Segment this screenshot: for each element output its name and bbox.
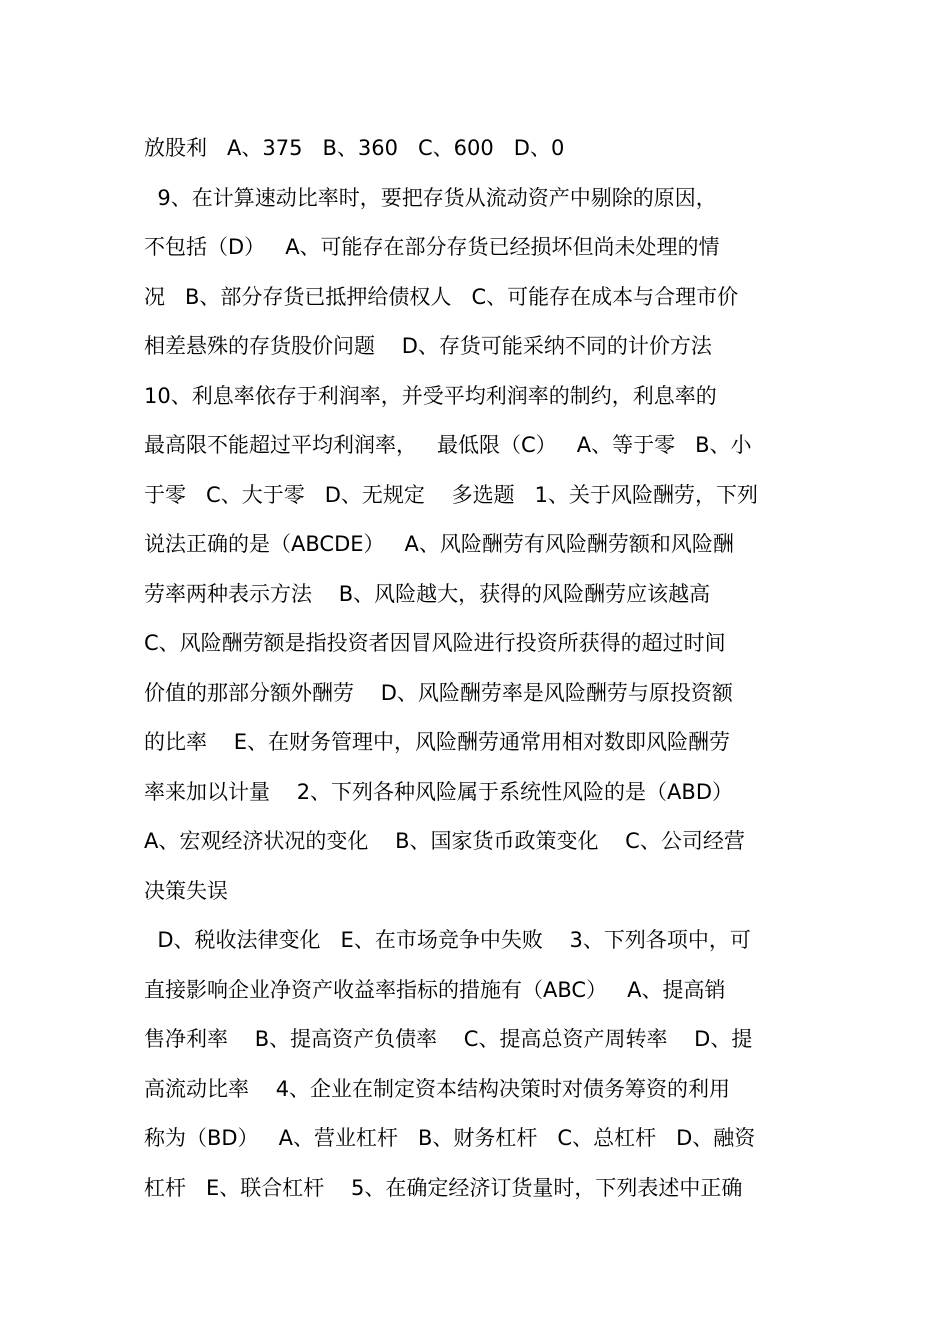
text-line: 直接影响企业净资产收益率指标的措施有（ABC） A、提高销: [144, 977, 726, 1002]
text-line: 杠杆 E、联合杠杆 5、在确定经济订货量时，下列表述中正确: [144, 1175, 743, 1200]
text-line: 劳率两种表示方法 B、风险越大，获得的风险酬劳应该越高: [144, 581, 711, 606]
text-line: 于零 C、大于零 D、无规定 多选题 1、关于风险酬劳，下列: [144, 482, 758, 507]
text-line: C、风险酬劳额是指投资者因冒风险进行投资所获得的超过时间: [144, 631, 726, 655]
text-line: 放股利 A、375 B、360 C、600 D、0: [144, 136, 565, 160]
text-line: 9、在计算速动比率时，要把存货从流动资产中剔除的原因，: [144, 185, 717, 210]
text-line: 最高限不能超过平均利润率， 最低限（C） A、等于零 B、小: [144, 433, 752, 457]
text-line: 率来加以计量 2、下列各种风险属于系统性风险的是（ABD）: [144, 779, 734, 804]
text-line: A、宏观经济状况的变化 B、国家货币政策变化 C、公司经营: [144, 829, 745, 853]
text-line: 的比率 E、在财务管理中，风险酬劳通常用相对数即风险酬劳: [144, 730, 730, 754]
text-line: 售净利率 B、提高资产负债率 C、提高总资产周转率 D、提: [144, 1027, 753, 1051]
text-line: 况 B、部分存货已抵押给债权人 C、可能存在成本与合理市价: [144, 284, 739, 309]
text-line: D、税收法律变化 E、在市场竞争中失败 3、下列各项中，可: [144, 928, 751, 952]
text-line: 10、利息率依存于利润率，并受平均利润率的制约，利息率的: [144, 383, 717, 408]
text-line: 不包括（D） A、可能存在部分存货已经损坏但尚未处理的情: [144, 235, 720, 259]
text-line: 称为（BD） A、营业杠杆 B、财务杠杆 C、总杠杆 D、融资: [144, 1126, 756, 1150]
text-line: 价值的那部分额外酬劳 D、风险酬劳率是风险酬劳与原投资额: [144, 680, 733, 705]
text-line: 说法正确的是（ABCDE） A、风险酬劳有风险酬劳额和风险酬: [144, 532, 734, 556]
text-line: 高流动比率 4、企业在制定资本结构决策时对债务筹资的利用: [144, 1076, 731, 1101]
text-line: 相差悬殊的存货股价问题 D、存货可能采纳不同的计价方法: [144, 334, 712, 358]
text-line: 决策失误: [144, 878, 228, 903]
document-body: [144, 124, 824, 1213]
